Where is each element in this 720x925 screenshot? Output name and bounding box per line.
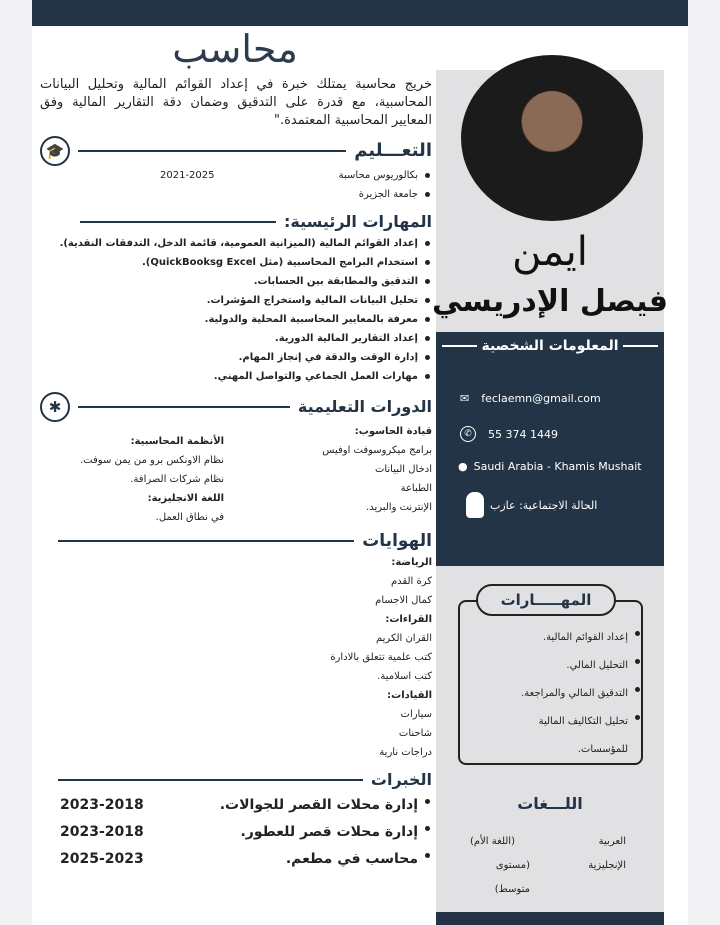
puzzle-icon: ✱ <box>40 392 70 422</box>
courses-title: الدورات التعليمية <box>297 397 432 416</box>
course-item: الإنترنت والبريد. <box>366 502 432 513</box>
course-item: برامج ميكروسوفت اوفيس <box>322 445 432 456</box>
skill-item: تحليل التكاليف المالية للمؤسسات. <box>470 708 642 764</box>
hobby-item: كرة القدم <box>390 576 432 587</box>
education-degree: بكالوريوس محاسبة <box>339 166 432 185</box>
divider <box>80 221 276 223</box>
key-skill-item: تحليل البيانات المالية واستخراج المؤشرات. <box>40 291 432 310</box>
course-item: ادخال البيانات <box>374 464 432 475</box>
experience-dates: 2023-2018 <box>60 824 144 840</box>
experience-role: إدارة محلات قصر للعطور. <box>240 819 432 846</box>
course-item: في نطاق العمل. <box>155 512 225 523</box>
key-skill-item: إدارة الوقت والدقة في إنجاز المهام. <box>40 348 432 367</box>
hobby-item: سيارات <box>400 709 432 720</box>
key-skill-item: التدقيق والمطابقة بين الحسابات. <box>40 272 432 291</box>
experience-role: إدارة محلات القصر للجوالات. <box>220 792 432 819</box>
skill-item: التحليل المالي. <box>470 652 642 680</box>
key-skill-item: إعداد القوائم المالية (الميزانية العمومية، قائمة الدخل، التدفقات النقدية). <box>40 234 432 253</box>
hobbies-header <box>40 529 432 553</box>
first-name: ايمن <box>512 229 588 275</box>
skill-item: إعداد القوائم المالية. <box>470 624 642 652</box>
summary: خريج محاسبة يمتلك خبرة في إعداد القوائم المالية وتحليل البيانات المحاسبية، مع قدرة على التدقيق وضمان دقة التقارير المالية وفق المعايير المحاسبية المعتمدة." <box>40 77 432 128</box>
hobby-heading: القيادات: <box>387 690 432 701</box>
divider <box>78 406 290 408</box>
courses-column <box>80 432 224 527</box>
language-level: (اللغة الأم) <box>470 836 515 847</box>
hobby-heading: القراءات: <box>385 614 432 625</box>
experience-dates: 2025-2023 <box>60 851 144 867</box>
courses-row <box>40 422 432 527</box>
person-avatar-icon <box>466 492 484 518</box>
hobby-heading: الرياضة: <box>391 557 432 568</box>
email[interactable]: feclaemn@gmail.com <box>481 392 601 405</box>
key-skill-item: مهارات العمل الجماعي والتواصل المهني. <box>40 367 432 386</box>
graduation-cap-icon: 🎓 <box>40 136 70 166</box>
job-title: محاسب <box>172 27 298 71</box>
education-university: جامعة الجزيرة <box>339 185 432 204</box>
course-heading: اللغة الانجليزية: <box>147 493 225 504</box>
divider <box>58 540 354 542</box>
divider <box>58 779 363 781</box>
experience-row <box>40 792 432 819</box>
hobby-item: كمال الاجسام <box>375 595 432 606</box>
language-level: (مستوى متوسط) <box>494 860 530 895</box>
key-skill-item: معرفة بالمعايير المحاسبية المحلية والدولية. <box>40 310 432 329</box>
hobbies-list <box>40 553 432 762</box>
language-name: العربية <box>598 836 626 847</box>
course-item: نظام الاونكس برو من يمن سوفت. <box>80 455 225 466</box>
hobbies-title: الهوايات <box>362 531 432 551</box>
key-skills-title: المهارات الرئيسية: <box>283 212 432 231</box>
skills-title: المهـــــارات <box>476 584 616 616</box>
course-heading: قيادة الحاسوب: <box>354 426 432 437</box>
experience-role: محاسب في مطعم. <box>286 846 432 873</box>
personal-info-panel <box>436 332 664 566</box>
top-bar <box>32 0 688 26</box>
course-item: الطباعة <box>400 483 432 494</box>
marital-status: الحالة الاجتماعية: عازب <box>490 498 598 512</box>
hobby-item: كتب اسلامية. <box>377 671 432 682</box>
skill-item: التدقيق المالي والمراجعة. <box>470 680 642 708</box>
experience-list <box>40 792 432 873</box>
languages-title: اللـــغات <box>517 794 583 813</box>
courses-header <box>40 392 432 422</box>
experience-title: الخبرات <box>370 770 432 789</box>
course-item: نظام شركات الصرافة. <box>130 474 225 485</box>
main-column <box>40 76 432 873</box>
language-name: الإنجليزية <box>588 860 626 871</box>
key-skills-header <box>40 210 432 234</box>
education-row <box>40 166 432 204</box>
location: Saudi Arabia - Khamis Mushait <box>473 460 642 473</box>
courses-column <box>322 422 432 517</box>
phone: 55 374 1449 <box>488 427 558 441</box>
hobby-item: كتب علمية تتعلق بالادارة <box>330 652 432 663</box>
bottom-bar <box>436 912 664 925</box>
phone-icon: ✆ <box>460 426 476 442</box>
personal-info-title: المعلومات الشخصية <box>481 338 619 354</box>
education-title: التعـــليم <box>354 140 432 161</box>
experience-row <box>40 846 432 873</box>
hobby-item: القران الكريم <box>375 633 432 644</box>
hobby-item: شاحنات <box>398 728 432 739</box>
education-years: 2021-2025 <box>160 170 215 181</box>
email-icon: ✉ <box>460 392 470 405</box>
profile-photo <box>461 55 643 221</box>
experience-header <box>40 768 432 792</box>
divider <box>78 150 346 152</box>
key-skill-item: استخدام البرامج المحاسبية (مثل QuickBooksg Excel). <box>40 253 432 272</box>
hobby-item: دراجات نارية <box>379 747 432 758</box>
education-header <box>40 136 432 166</box>
location-pin-icon: ● <box>458 460 468 473</box>
experience-dates: 2023-2018 <box>60 797 144 813</box>
experience-row <box>40 819 432 846</box>
course-heading: الأنظمة المحاسبية: <box>130 436 225 447</box>
key-skill-item: إعداد التقارير المالية الدورية. <box>40 329 432 348</box>
last-name: فيصل الإدريسي <box>431 284 669 319</box>
